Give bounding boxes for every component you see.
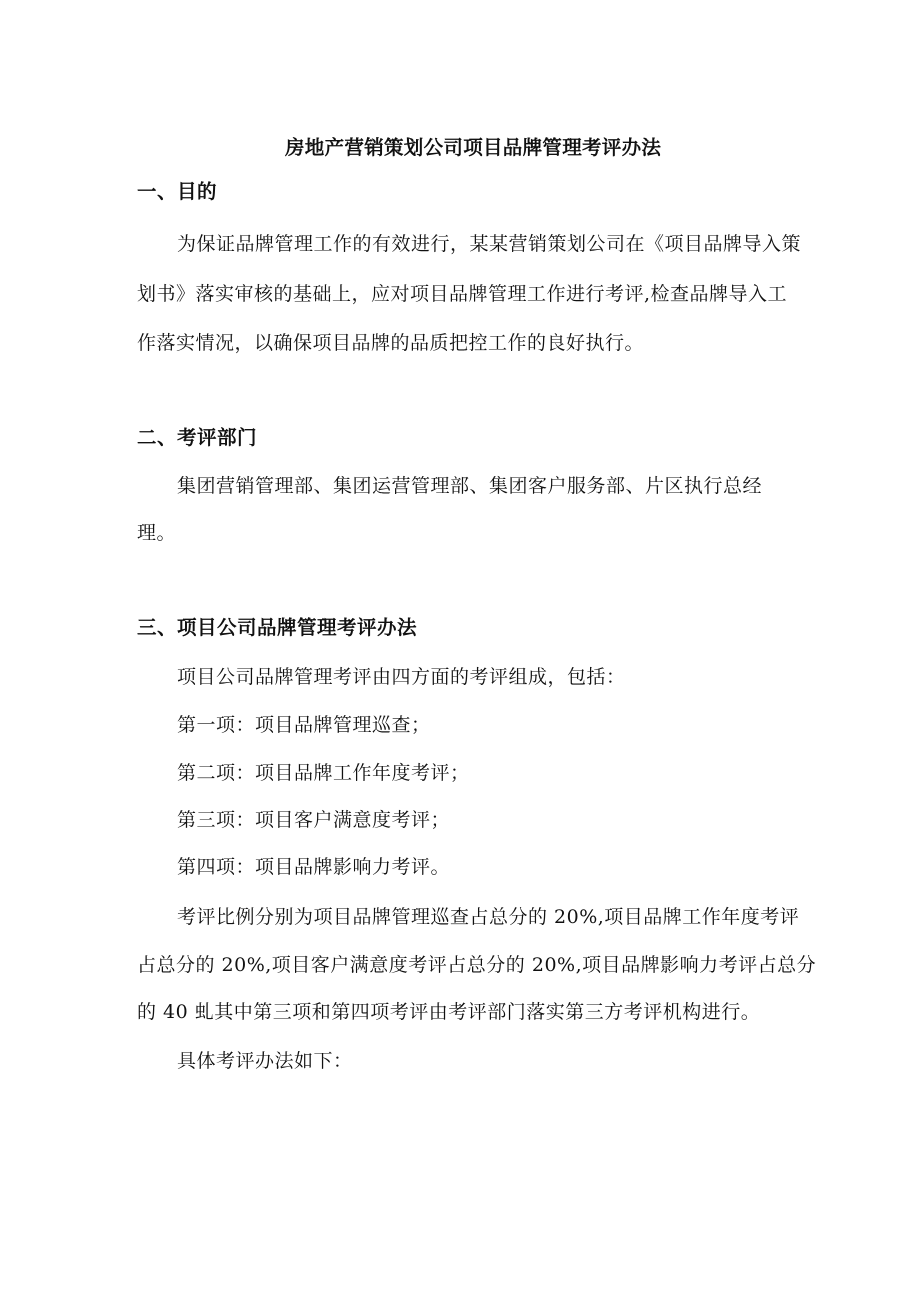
document-title: 房地产营销策划公司项目品牌管理考评办法	[285, 136, 662, 159]
section-heading-methods: 三、项目公司品牌管理考评办法	[137, 616, 418, 639]
paragraph-line: 集团营销管理部、集团运营管理部、集团客户服务部、片区执行总经	[177, 475, 763, 497]
list-item: 第一项：项目品牌管理巡查；	[177, 714, 431, 736]
paragraph-line: 划书》落实审核的基础上，应对项目品牌管理工作进行考评,检查品牌导入工	[137, 283, 788, 305]
list-item: 第四项：项目品牌影响力考评。	[177, 856, 451, 878]
paragraph-line: 理。	[137, 522, 177, 544]
paragraph-line: 占总分的 20%,项目客户满意度考评占总分的 20%,项目品牌影响力考评占总分	[137, 954, 817, 976]
paragraph-line: 为保证品牌管理工作的有效进行，某某营销策划公司在《项目品牌导入策	[177, 233, 802, 255]
paragraph-line: 考评比例分别为项目品牌管理巡查占总分的 20%,项目品牌工作年度考评	[177, 906, 800, 928]
paragraph-line: 作落实情况，以确保项目品牌的品质把控工作的良好执行。	[137, 332, 645, 354]
paragraph-line: 的 40 虬其中第三项和第四项考评由考评部门落实第三方考评机构进行。	[137, 1001, 761, 1023]
section-heading-departments: 二、考评部门	[137, 426, 258, 449]
list-item: 第二项：项目品牌工作年度考评；	[177, 762, 470, 784]
paragraph-line: 具体考评办法如下：	[177, 1050, 353, 1072]
paragraph-line: 项目公司品牌管理考评由四方面的考评组成，包括：	[177, 666, 626, 688]
section-heading-purpose: 一、目的	[137, 180, 218, 203]
list-item: 第三项：项目客户满意度考评；	[177, 809, 451, 831]
